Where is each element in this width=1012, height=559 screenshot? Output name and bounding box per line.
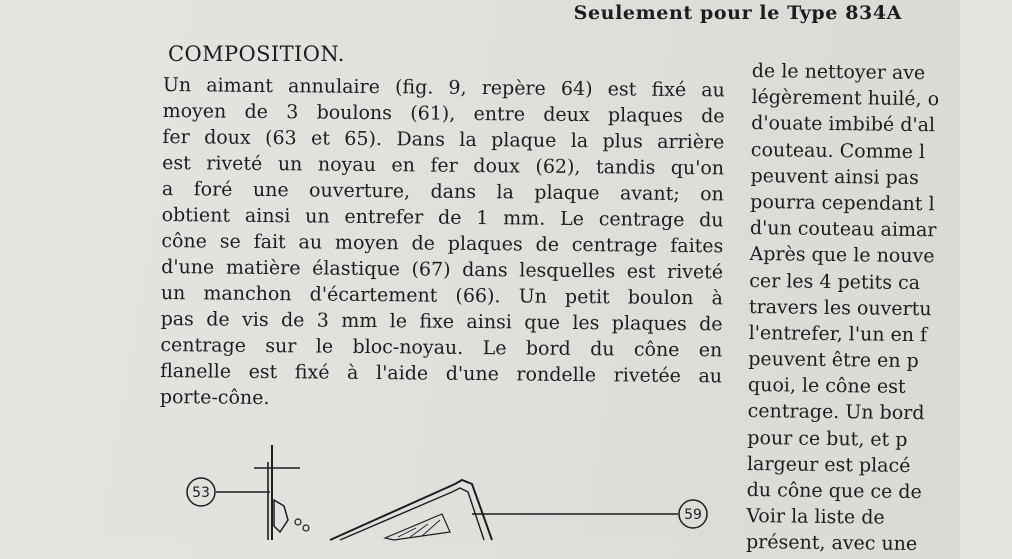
text-line: pourra cependant l (750, 190, 935, 216)
text-line: travers les ouvertu (748, 295, 932, 320)
text-line: peuvent être en p (748, 348, 919, 373)
callout-label: 59 (684, 507, 702, 523)
text-line: porte-cône. (159, 385, 270, 410)
drawing-rivet (295, 519, 301, 525)
text-line: moyen de 3 boulons (61), entre deux plaques de (162, 99, 725, 128)
drawing-rivet (303, 525, 309, 531)
text-line: obtient ainsi un entrefer de 1 mm. Le centrage du (161, 203, 724, 232)
speaker-cross-section-drawing (180, 440, 720, 540)
drawing-block (385, 514, 450, 540)
text-line: de le nettoyer ave (751, 59, 926, 85)
right-text-column (746, 58, 1012, 559)
text-line: Un aimant annulaire (fig. 9, repère 64) est fixé au (162, 73, 725, 102)
text-line: est riveté un noyau en fer doux (62), tandis qu'on (162, 151, 725, 180)
text-line: du cône que ce de (746, 478, 922, 504)
text-line: présent, avec une (745, 531, 918, 556)
section-title: COMPOSITION. (168, 42, 345, 66)
drawing-clamp (274, 500, 288, 532)
callout-label: 53 (192, 485, 210, 501)
text-line: Voir la liste de (746, 505, 885, 529)
text-line: d'ouate imbibé d'al (751, 112, 936, 137)
text-line: Après que le nouve (749, 243, 935, 268)
text-line: d'une matière élastique (67) dans lesquelles est riveté (161, 255, 724, 284)
left-text-column (160, 72, 725, 415)
text-line: largeur est placé (746, 452, 911, 477)
cone-inner-outline (340, 488, 484, 540)
text-line: pas de vis de 3 mm le fixe ainsi que les plaques de (160, 307, 723, 336)
text-line: cer les 4 petits ca (749, 269, 921, 294)
text-line: pour ce but, et p (747, 426, 908, 451)
text-line: légèrement huilé, o (751, 86, 940, 111)
text-line: un manchon d'écartement (66). Un petit boulon à (160, 281, 723, 310)
text-line: d'un couteau aimar (749, 217, 937, 242)
callout-53 (187, 478, 215, 506)
technical-drawing (180, 440, 720, 540)
text-line: centrage sur le bloc-noyau. Le bord du cône en (160, 333, 723, 362)
text-line: a foré une ouverture, dans la plaque avant; on (161, 177, 724, 206)
text-line: couteau. Comme l (750, 138, 926, 163)
text-line: fer doux (63 et 65). Dans la plaque la plus arrière (162, 125, 725, 154)
text-line: cône se fait au moyen de plaques de centrage faites (161, 229, 724, 258)
text-line: quoi, le cône est (747, 374, 906, 399)
running-header: Seulement pour le Type 834A (573, 2, 902, 24)
text-line: l'entrefer, l'un en f (748, 321, 928, 347)
text-line: flanelle est fixé à l'aide d'une rondelle rivetée au (160, 359, 723, 388)
callout-59 (679, 500, 707, 528)
text-line: centrage. Un bord (747, 400, 925, 425)
text-line: peuvent ainsi pas (750, 164, 919, 189)
